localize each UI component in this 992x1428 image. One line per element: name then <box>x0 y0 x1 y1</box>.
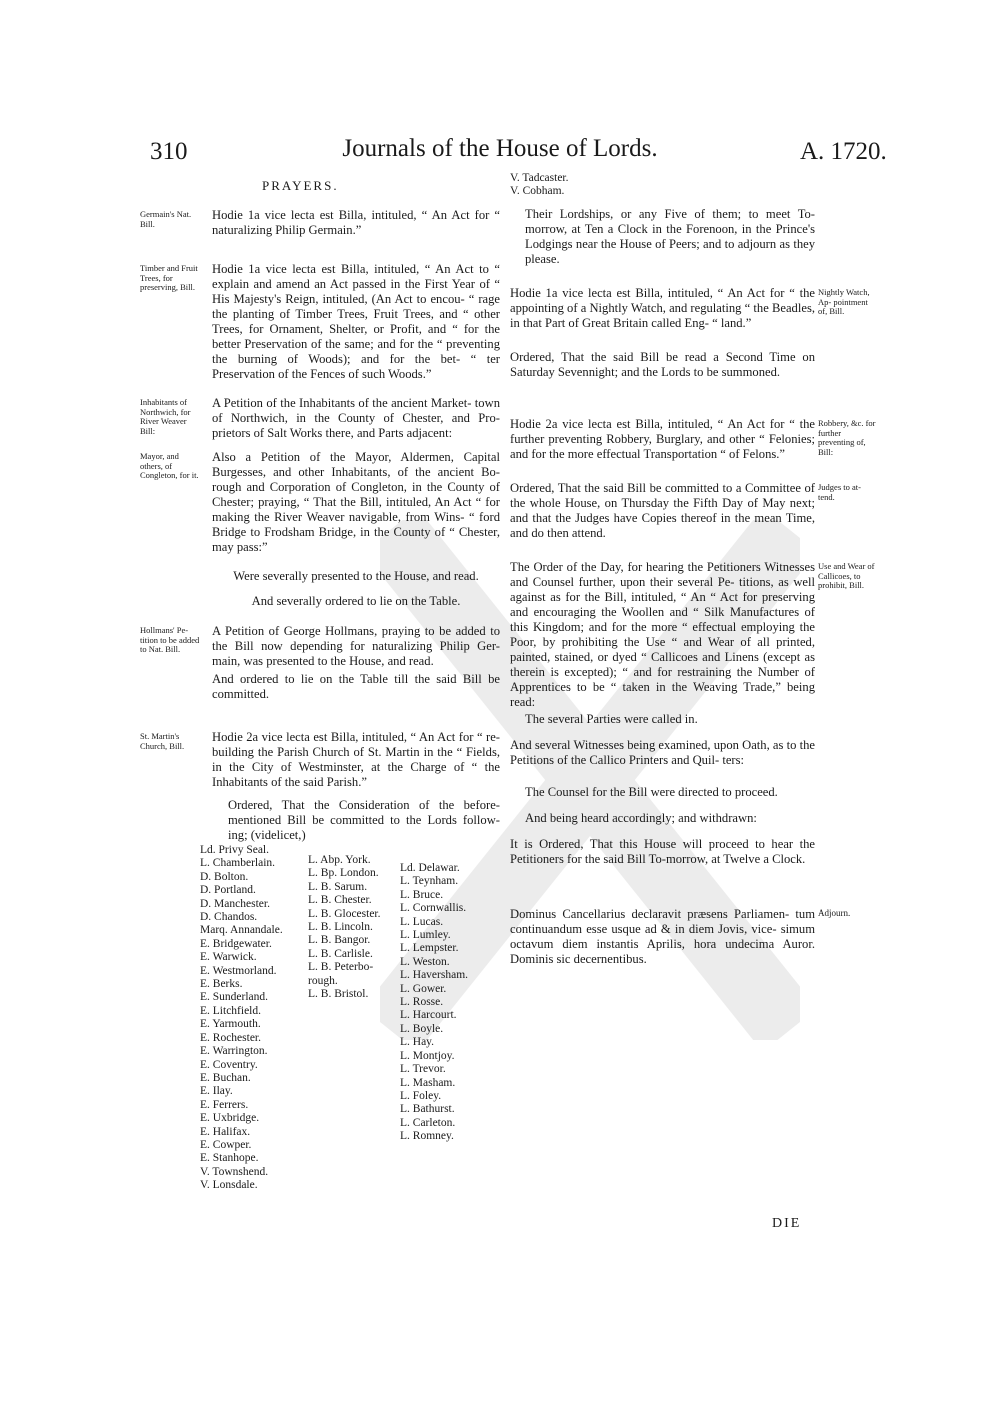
margin-note-judges: Judges to at- tend. <box>818 482 861 502</box>
paragraph-timber: Hodie 1a vice lecta est Billa, intituled, “ An Act to “ explain and amend an Act passed in the First Year of “ His Majesty's Reign, intituled, (An Act to encou- “ rage the planting of Timber Trees, Fruit Trees, and “ other Trees, for Ornament, Shelter, or Profit, and “ for the better Preservation of the same; and for the “ preventing the burning of Woods); and for the bet- “ ter Preservation of the Fences of such Woods.” <box>212 262 500 381</box>
paragraph-meet: Their Lordships, or any Five of them; to meet To-morrow, at Ten a Clock in the Forenoon, in the Prince's Lodgings near the House of Peers; and to adjourn as they please. <box>525 207 815 266</box>
margin-note-robbery: Robbery, &c. for further preventing of, Bill: <box>818 418 876 457</box>
lord-name: E. Buchan. <box>200 1071 251 1084</box>
lord-name: E. Ilay. <box>200 1085 233 1098</box>
lord-name: E. Berks. <box>200 978 243 991</box>
lord-name: E. Uxbridge. <box>200 1112 260 1125</box>
viscount-tadcaster: V. Tadcaster. <box>510 172 569 184</box>
paragraph-dominus: Dominus Cancellarius declaravit præsens Parliamen- tum continuandum esse usque ad & in diem Jovis, vice- simum octavum diem instantis Aprilis, hora undecima Auror. Dominis sic decernentibus. <box>510 907 815 966</box>
paragraph-ordered-table: And severally ordered to lie on the Table. <box>251 594 461 608</box>
catchword: DIE <box>772 1216 802 1231</box>
lord-name: E. Sunderland. <box>200 991 269 1004</box>
lord-name: E. Westmorland. <box>200 964 277 977</box>
lord-name: L. Teynham. <box>400 875 459 888</box>
margin-note-hollmans: Hollmans' Pe- tition to be added to Nat. Bill. <box>140 625 200 654</box>
paragraph-st-martin: Hodie 2a vice lecta est Billa, intituled, “ An Act for “ re-building the Parish Church of St. Martin in the “ Fields, in the City of Westminster, at the Charge of “ the Inhabitants of the said Parish.” <box>212 730 500 789</box>
prayers-heading: PRAYERS. <box>262 178 339 193</box>
lord-name: E. Rochester. <box>200 1031 261 1044</box>
page-title: Journals of the House of Lords. <box>342 135 658 162</box>
paragraph-parties: The several Parties were called in. <box>525 712 698 726</box>
lord-name: V. Townshend. <box>200 1165 269 1178</box>
paragraph-germain: Hodie 1a vice lecta est Billa, intituled, “ An Act for “ naturalizing Philip Germain.” <box>212 208 500 237</box>
lord-name: L. Rosse. <box>400 996 444 1009</box>
lord-name: D. Bolton. <box>200 870 249 883</box>
paragraph-watch-ordered: Ordered, That the said Bill be read a Second Time on Saturday Sevennight; and the Lords to be summoned. <box>510 350 815 379</box>
margin-note-congleton: Mayor, and others, of Congleton, for it. <box>140 451 199 480</box>
lords-column-1 <box>200 844 295 1193</box>
lords-column-2 <box>308 854 400 1001</box>
lord-name: Ld. Privy Seal. <box>200 844 269 856</box>
lord-name: E. Halifax. <box>200 1125 251 1138</box>
lords-column-3 <box>400 862 490 1144</box>
paragraph-witnesses: And several Witnesses being examined, upon Oath, as to the Petitions of the Callico Printers and Quil- ters: <box>510 738 815 767</box>
lord-name: L. B. Glocester. <box>308 907 381 920</box>
lord-name: Marq. Annandale. <box>200 924 283 937</box>
lord-name: E. Bridgewater. <box>200 937 272 950</box>
lord-name: L. Montjoy. <box>400 1049 455 1062</box>
margin-note-callicoes: Use and Wear of Callicoes, to prohibit, Bill. <box>818 561 875 590</box>
paragraph-counsel: The Counsel for the Bill were directed to proceed. <box>525 785 778 799</box>
lord-name: E. Stanhope. <box>200 1152 259 1165</box>
lord-name: L. Weston. <box>400 955 450 968</box>
margin-note-timber: Timber and Fruit Trees, for preserving, Bill. <box>140 263 198 292</box>
lord-name: L. B. Carlisle. <box>308 947 373 960</box>
lord-name: L. Lumley. <box>400 929 451 942</box>
lord-name: L. Bp. London. <box>308 867 379 880</box>
paragraph-order-of-day: The Order of the Day, for hearing the Petitioners Witnesses and Counsel further, upon their several Pe- titions, as well against as for the Bill, intituled, “ An “ Act for preserving and encouraging the Woollen and “ Silk Manufactures of this Kingdom; and for the more “ effectual employing the Poor, by prohibiting the Use “ and Wear of all printed, painted, stained, or dyed “ Callicoes and Linens (except as therein is excepted); “ and for restraining the Number of Apprentices to be “ taken in the Weaving Trade,” being read: <box>510 560 815 709</box>
paragraph-robbery: Hodie 2a vice lecta est Billa, intituled, “ An Act for “ the further preventing Robbery, Burglary, and other “ Felonies; and for the more effectual Transportation “ of Felons.” <box>510 417 815 461</box>
lord-name: L. Boyle. <box>400 1022 444 1035</box>
lord-name: L. Cornwallis. <box>400 902 467 915</box>
lord-name: L. Bruce. <box>400 888 444 901</box>
lord-name: L. Carleton. <box>400 1116 456 1129</box>
lord-name: E. Cowper. <box>200 1138 252 1151</box>
paragraph-proceed: It is Ordered, That this House will proceed to hear the Petitioners for the said Bill To-morrow, at Twelve a Clock. <box>510 837 815 866</box>
lord-name: L. B. Lincoln. <box>308 921 373 934</box>
lord-name: E. Coventry. <box>200 1058 258 1071</box>
lord-name: L. B. Peterbo- <box>308 961 374 974</box>
margin-note-nightly-watch: Nightly Watch, Ap- pointment of, Bill. <box>818 287 870 316</box>
lord-name: L. Foley. <box>400 1089 442 1102</box>
lord-name: E. Yarmouth. <box>200 1018 261 1031</box>
lord-name: E. Warwick. <box>200 951 257 964</box>
margin-note-st-martin: St. Martin's Church, Bill. <box>140 731 185 751</box>
lord-name: D. Manchester. <box>200 897 270 910</box>
lord-name: L. Bathurst. <box>400 1103 455 1116</box>
viscount-cobham: V. Cobham. <box>510 185 565 197</box>
paragraph-heard: And being heard accordingly; and withdrawn: <box>525 811 757 825</box>
lord-name: rough. <box>308 974 338 987</box>
lord-name: E. Warrington. <box>200 1045 268 1058</box>
margin-note-adjourn: Adjourn. <box>818 908 851 918</box>
paragraph-northwich: A Petition of the Inhabitants of the ancient Market- town of Northwich, in the County of Chester, and Pro- prietors of Salt Works there, and Parts adjacent: <box>212 396 500 440</box>
lord-name: V. Lonsdale. <box>200 1179 258 1192</box>
lord-name: Ld. Delawar. <box>400 862 460 874</box>
lord-name: L. Gower. <box>400 982 447 995</box>
lord-name: L. Harcourt. <box>400 1009 457 1022</box>
lord-name: L. Hay. <box>400 1036 435 1049</box>
margin-note-northwich: Inhabitants of Northwich, for River Weaver Bill: <box>140 397 191 436</box>
paragraph-hollmans: A Petition of George Hollmans, praying to be added to the Bill now depending for naturalizing Philip Ger- main, was presented to the House, and read. <box>212 624 500 668</box>
page-year: A. 1720. <box>800 138 887 165</box>
lord-name: L. Masham. <box>400 1076 456 1089</box>
lord-name: L. Haversham. <box>400 969 469 982</box>
lord-name: D. Portland. <box>200 884 256 897</box>
lord-name: L. Lempster. <box>400 942 459 955</box>
lord-name: L. Lucas. <box>400 915 444 928</box>
lord-name: L. Trevor. <box>400 1063 446 1076</box>
lord-name: E. Litchfield. <box>200 1004 261 1017</box>
paragraph-robbery-ordered: Ordered, That the said Bill be committed to a Committee of the whole House, on Thursday the Fifth Day of May next; and that the Judges have Copies thereof in the mean Time, and do then attend. <box>510 481 815 540</box>
lord-name: L. Chamberlain. <box>200 857 276 870</box>
margin-note-germain: Germain's Nat. Bill. <box>140 209 192 229</box>
lord-name: L. Abp. York. <box>308 854 371 866</box>
paragraph-nightly-watch: Hodie 1a vice lecta est Billa, intituled, “ An Act for “ the appointing of a Nightly Watch, and regulating “ the Beadles, in that Part of Great Britain called Eng- “ land.” <box>510 286 815 330</box>
lord-name: L. B. Bristol. <box>308 988 369 1001</box>
paragraph-presented: Were severally presented to the House, and read. <box>233 569 479 583</box>
lord-name: L. B. Bangor. <box>308 934 371 947</box>
lord-name: L. Romney. <box>400 1130 454 1143</box>
lord-name: D. Chandos. <box>200 911 258 924</box>
page-number: 310 <box>150 138 188 165</box>
lord-name: L. B. Sarum. <box>308 880 368 893</box>
paragraph-congleton: Also a Petition of the Mayor, Aldermen, Capital Burgesses, and other Inhabitants, of the ancient Bo- rough and Corporation of Congleton, in the County of Chester; praying, “ That the Bill, intituled, An Act “ for making the River Weaver navigable, from Wins- “ ford Bridge to Frodsham Bridge, in the County of “ Chester, may pass:” <box>212 450 500 554</box>
lord-name: L. B. Chester. <box>308 894 372 907</box>
paragraph-committed-lords: Ordered, That the Consideration of the before- mentioned Bill be committed to the Lords follow- ing; (videlicet,) <box>228 798 500 842</box>
paragraph-hollmans-ordered: And ordered to lie on the Table till the said Bill be committed. <box>212 672 500 701</box>
lord-name: E. Ferrers. <box>200 1098 249 1111</box>
